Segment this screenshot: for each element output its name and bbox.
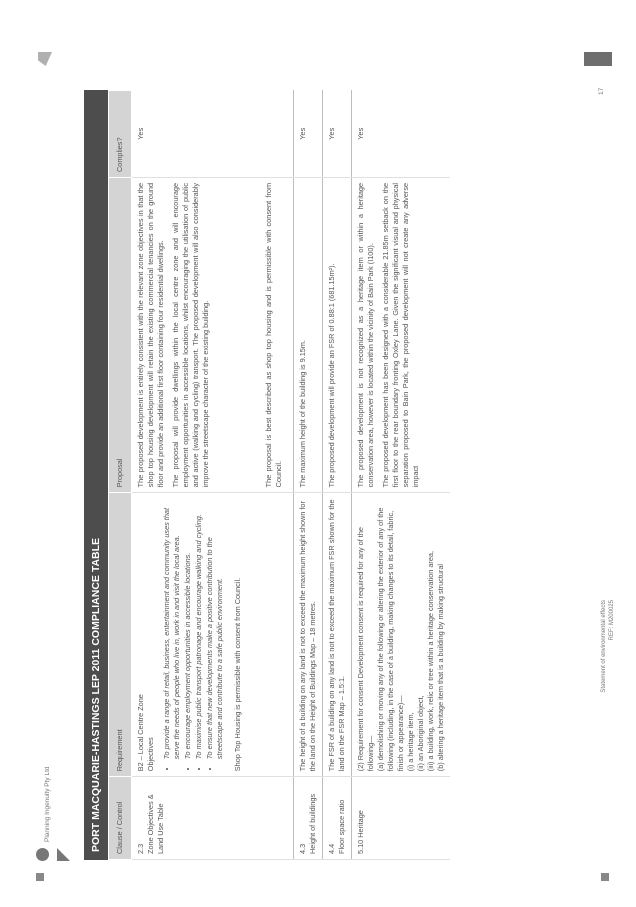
circle-logo-mark — [36, 848, 49, 861]
requirement-line: (iii) a building, work, relic or tree within a heritage conservation area, — [426, 551, 435, 772]
complies-cell: Yes — [352, 91, 451, 178]
proposal-paragraph: The proposal is best described as shop top housing and is permissible with consent from Council. — [264, 182, 283, 488]
header-requirement: Requirement — [109, 493, 132, 777]
complies-cell: Yes — [294, 91, 323, 178]
requirement-line: (a) demolishing or moving any of the following or altering the exterior of any of the following (including, in the case of a building, making changes to its detail, fabric, finish or appearance)— — [376, 507, 405, 772]
header-proposal: Proposal — [109, 177, 132, 492]
requirement-line: (2) Requirement for consent Development consent is required for any of the following— — [356, 527, 375, 772]
table-title: PORT MACQUARIE-HASTINGS LEP 2011 COMPLIANCE TABLE — [84, 90, 108, 860]
triangle-logo-mark — [57, 848, 70, 861]
complies-cell: Yes — [132, 91, 294, 178]
page-number: 17 — [598, 87, 605, 95]
requirement-line: (ii) an Aboriginal object, — [416, 695, 425, 772]
proposal-paragraph: The proposed development has been designed with a considerable 21.85m setback on the first floor to the rear boundary fronting Oxley Lane. Given the significant visual and physical separation proposed to Bain Park, the proposed development will not create any adverse impact — [381, 182, 420, 488]
objectives-label: Objectives — [146, 737, 155, 772]
objective-item: • To ensure that new developments make a positive contribution to the streetscape and contribute to a safe public environment. — [205, 498, 225, 759]
corner-bar-decoration — [584, 52, 612, 66]
proposal-paragraph: The proposed development is entirely consistent with the relevant zone objectives in that the shop top housing development will retain the existing commercial tenancies on the ground floor and provide an additional first floor containing four residential dwellings. — [136, 182, 165, 488]
requirement-cell — [352, 493, 451, 777]
complies-cell: Yes — [323, 91, 352, 178]
objective-item: • To encourage employment opportunities in accessible locations. — [183, 498, 193, 759]
requirement-line: (b) altering a heritage item that is a building by making structural — [436, 563, 445, 772]
proposal-cell — [132, 177, 294, 492]
table-row — [132, 91, 294, 860]
objectives-list — [162, 498, 225, 771]
clause-cell: 4.4 Floor space ratio — [323, 777, 352, 860]
footer-ref: REF: M200025 — [609, 600, 615, 641]
objective-item: • To provide a range of retail, business, entertainment and community uses that serve the needs of people who live in, work in and visit the local area. — [162, 498, 182, 759]
footer-company: Planning Ingenuity Pty Ltd — [44, 766, 51, 842]
requirement-cell: The height of a building on any land is not to exceed the maximum height shown for the land on the Height of Buildings Map – 18 metres. — [294, 493, 323, 777]
footer-square-right — [601, 873, 609, 881]
clause-cell: 4.3 Height of buildings — [294, 777, 323, 860]
proposal-cell: The maximum height of the building is 9.15m. — [294, 177, 323, 492]
table-row — [352, 91, 451, 860]
permissibility-note: Shop Top Housing is permissible with consent from Council. — [233, 577, 242, 772]
proposal-paragraph: The proposed development is not recognized as a heritage item or within a heritage conservation area, however is located within the vicinity of Bain Park (I100). — [356, 182, 375, 488]
proposal-cell — [352, 177, 451, 492]
table-row — [323, 91, 352, 860]
zone-name: B2 – Local Centre Zone — [136, 694, 145, 772]
requirement-cell: The FSR of a building on any land is not to exceed the maximum FSR shown for the land on the FSR Map – 1.5:1. — [323, 493, 352, 777]
requirement-line: (i) a heritage item, — [406, 712, 415, 772]
proposal-cell: The proposed development will provide an FSR of 0.88:1 (681.15m²). — [323, 177, 352, 492]
requirement-cell — [132, 493, 294, 777]
table-header-row — [109, 91, 132, 860]
footer-doc-title: Statement of environmental effects — [601, 600, 607, 693]
compliance-table-page — [84, 87, 614, 860]
corner-shape-decoration — [38, 52, 52, 66]
header-clause: Clause / Control — [109, 777, 132, 860]
objective-item: • To maximise public transport patronage and encourage walking and cycling. — [194, 498, 204, 759]
clause-cell: 5.10 Heritage — [352, 777, 451, 860]
table-row — [294, 91, 323, 860]
footer-square-left — [36, 873, 44, 881]
compliance-table — [108, 90, 450, 860]
clause-cell: 2.3 Zone Objectives & Land Use Table — [132, 777, 294, 860]
proposal-paragraph: The proposal will provide dwellings within the local centre zone and will encourage employment opportunities in accessible locations, whilst encouraging the utilisation of public and active (walking and cycling) transport. The proposed development will also considerably improve the streetscape character of the existing building. — [171, 182, 210, 488]
header-complies: Complies? — [109, 91, 132, 178]
